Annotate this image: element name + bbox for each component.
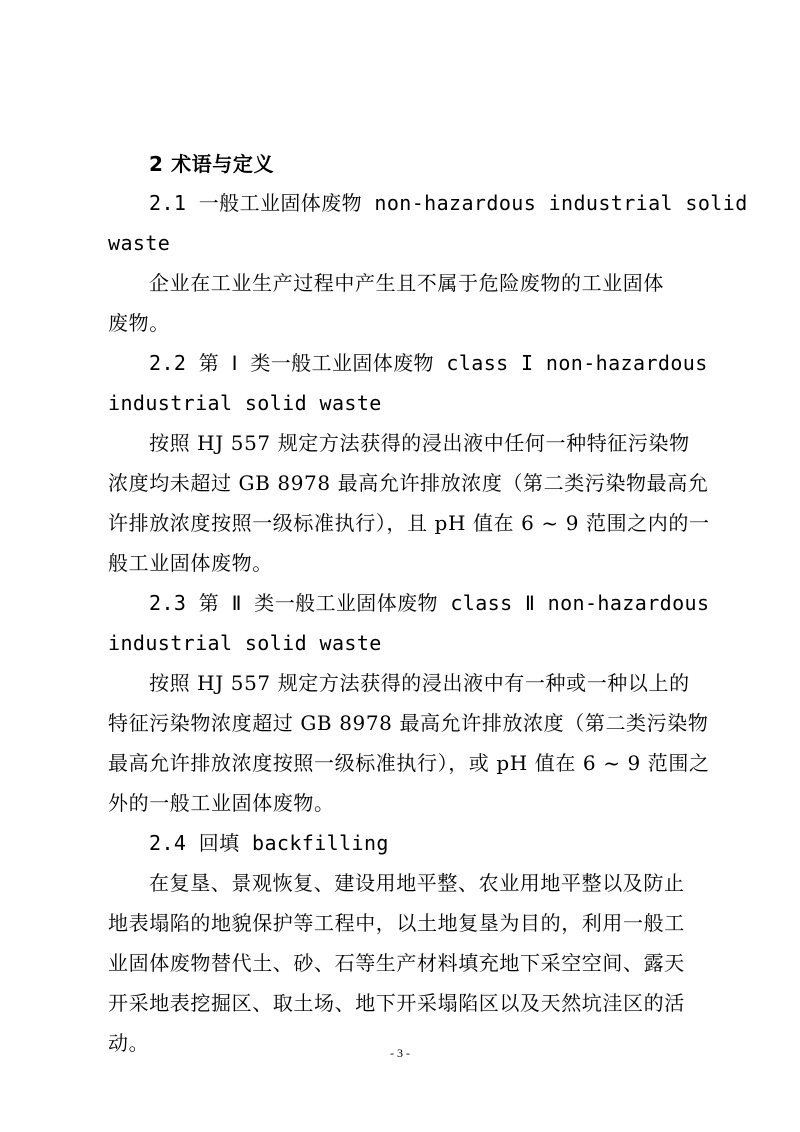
term-2-2-definition-line-3: 许排放浓度按照一级标准执行），且 pH 值在 6 ~ 9 范围之内的一 bbox=[108, 511, 710, 535]
term-2-3-title-line-2: industrial solid waste bbox=[108, 631, 382, 655]
term-2-2-definition-line-2: 浓度均未超过 GB 8978 最高允许排放浓度（第二类污染物最高允 bbox=[108, 471, 709, 495]
term-2-2-title-line-1: 2.2 第 Ⅰ 类一般工业固体废物 class I non-hazardous bbox=[149, 351, 708, 375]
term-2-3-definition-line-4: 外的一般工业固体废物。 bbox=[108, 791, 335, 815]
term-2-1-definition-line-2: 废物。 bbox=[108, 311, 170, 335]
term-2-2-definition-line-1: 按照 HJ 557 规定方法获得的浸出液中任何一种特征污染物 bbox=[149, 431, 690, 455]
term-2-4-definition-line-3: 业固体废物替代土、砂、石等生产材料填充地下采空空间、露天 bbox=[108, 951, 685, 975]
term-2-4-definition-line-1: 在复垦、景观恢复、建设用地平整、农业用地平整以及防止 bbox=[149, 871, 685, 895]
term-2-4-definition-line-5: 动。 bbox=[108, 1031, 150, 1055]
term-2-1-definition-line-1: 企业在工业生产过程中产生且不属于危险废物的工业固体 bbox=[149, 271, 664, 295]
term-2-1-title-line-1: 2.1 一般工业固体废物 non-hazardous industrial solid bbox=[149, 191, 748, 215]
term-2-4-definition-line-4: 开采地表挖掘区、取土场、地下开采塌陷区以及天然坑洼区的活 bbox=[108, 991, 685, 1015]
page-number: - 3 - bbox=[390, 1046, 410, 1060]
term-2-3-definition-line-3: 最高允许排放浓度按照一级标准执行），或 pH 值在 6 ~ 9 范围之 bbox=[108, 751, 710, 775]
term-2-4-title-line-1: 2.4 回填 backfilling bbox=[149, 831, 389, 855]
term-2-4-definition-line-2: 地表塌陷的地貌保护等工程中，以土地复垦为目的，利用一般工 bbox=[108, 911, 685, 935]
term-2-2-definition-line-4: 般工业固体废物。 bbox=[108, 551, 273, 575]
term-2-1-title-line-2: waste bbox=[108, 231, 171, 255]
term-2-3-definition-line-1: 按照 HJ 557 规定方法获得的浸出液中有一种或一种以上的 bbox=[149, 671, 690, 695]
term-2-3-definition-line-2: 特征污染物浓度超过 GB 8978 最高允许排放浓度（第二类污染物 bbox=[108, 711, 709, 735]
term-2-3-title-line-1: 2.3 第 Ⅱ 类一般工业固体废物 class Ⅱ non-hazardous bbox=[149, 591, 710, 615]
term-2-2-title-line-2: industrial solid waste bbox=[108, 391, 382, 415]
section-heading: 2 术语与定义 bbox=[149, 152, 275, 176]
